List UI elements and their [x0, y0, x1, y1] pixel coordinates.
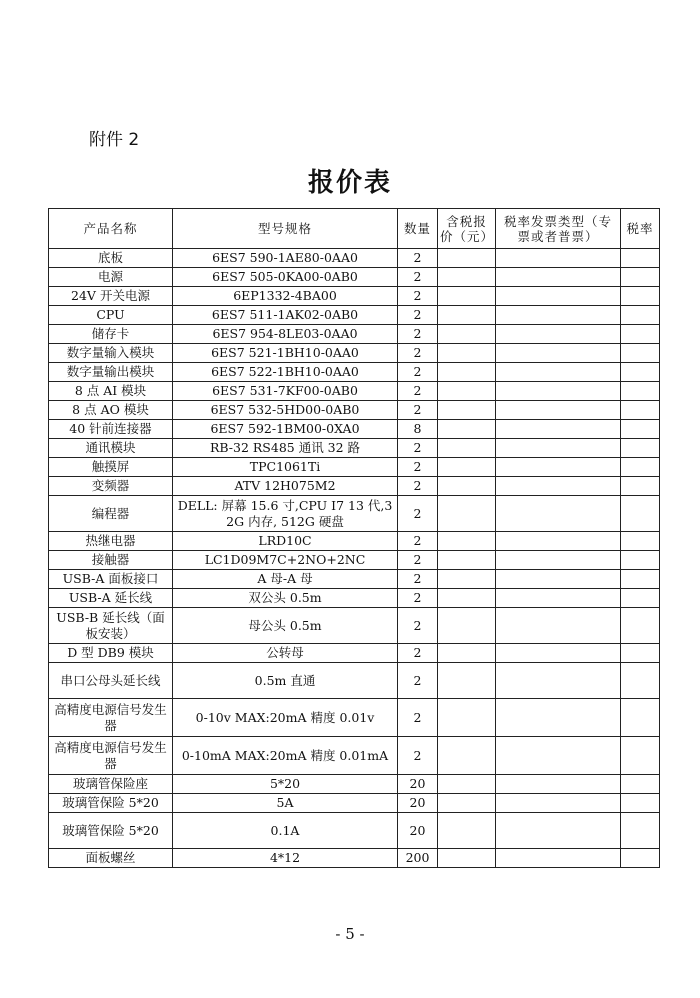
quantity-cell: 2 [398, 699, 438, 737]
invoice-type-cell [496, 249, 621, 268]
table-row [49, 570, 660, 589]
quantity-cell: 2 [398, 287, 438, 306]
model-spec-cell: LRD10C [173, 532, 398, 551]
header-tax-rate: 税率 [621, 209, 660, 249]
product-name-cell: 底板 [49, 249, 173, 268]
model-spec-cell: 5A [173, 794, 398, 813]
tax-rate-cell [621, 401, 660, 420]
tax-price-cell [438, 849, 496, 868]
tax-rate-cell [621, 849, 660, 868]
invoice-type-cell [496, 644, 621, 663]
model-spec-cell: 4*12 [173, 849, 398, 868]
table-row [49, 287, 660, 306]
tax-price-cell [438, 699, 496, 737]
tax-rate-cell [621, 249, 660, 268]
quantity-cell: 2 [398, 401, 438, 420]
invoice-type-cell [496, 532, 621, 551]
invoice-type-cell [496, 344, 621, 363]
tax-rate-cell [621, 439, 660, 458]
model-spec-cell: 0-10v MAX:20mA 精度 0.01v [173, 699, 398, 737]
product-name-cell: USB-A 面板接口 [49, 570, 173, 589]
document-title: 报价表 [307, 168, 392, 198]
table-row [49, 306, 660, 325]
model-spec-cell: 6ES7 522-1BH10-0AA0 [173, 363, 398, 382]
table-row [49, 794, 660, 813]
tax-price-cell [438, 268, 496, 287]
tax-rate-cell [621, 551, 660, 570]
product-name-cell: 储存卡 [49, 325, 173, 344]
quantity-cell: 2 [398, 551, 438, 570]
product-name-cell: 玻璃管保险 5*20 [49, 813, 173, 849]
tax-rate-cell [621, 794, 660, 813]
tax-price-cell [438, 325, 496, 344]
table-row [49, 551, 660, 570]
tax-rate-cell [621, 813, 660, 849]
invoice-type-cell [496, 737, 621, 775]
tax-price-cell [438, 439, 496, 458]
quantity-cell: 2 [398, 268, 438, 287]
tax-price-cell [438, 570, 496, 589]
table-row [49, 849, 660, 868]
tax-rate-cell [621, 570, 660, 589]
invoice-type-cell [496, 813, 621, 849]
tax-price-cell [438, 737, 496, 775]
tax-price-cell [438, 775, 496, 794]
invoice-type-cell [496, 420, 621, 439]
attachment-label: 附件 2 [89, 130, 140, 150]
tax-price-cell [438, 608, 496, 644]
table-row [49, 458, 660, 477]
tax-rate-cell [621, 306, 660, 325]
quantity-cell: 2 [398, 532, 438, 551]
quantity-cell: 2 [398, 325, 438, 344]
tax-price-cell [438, 813, 496, 849]
product-name-cell: 高精度电源信号发生器 [49, 737, 173, 775]
tax-rate-cell [621, 737, 660, 775]
product-name-cell: D 型 DB9 模块 [49, 644, 173, 663]
quantity-cell: 2 [398, 608, 438, 644]
tax-rate-cell [621, 477, 660, 496]
table-row [49, 663, 660, 699]
tax-rate-cell [621, 268, 660, 287]
table-row [49, 382, 660, 401]
header-invoice-type: 税率发票类型（专票或者普票） [496, 209, 621, 249]
invoice-type-cell [496, 401, 621, 420]
product-name-cell: 8 点 AO 模块 [49, 401, 173, 420]
invoice-type-cell [496, 382, 621, 401]
table-row [49, 268, 660, 287]
product-name-cell: 通讯模块 [49, 439, 173, 458]
invoice-type-cell [496, 363, 621, 382]
product-name-cell: USB-B 延长线（面板安装） [49, 608, 173, 644]
model-spec-cell: 双公头 0.5m [173, 589, 398, 608]
invoice-type-cell [496, 306, 621, 325]
quantity-cell: 2 [398, 306, 438, 325]
quantity-cell: 2 [398, 737, 438, 775]
quantity-cell: 2 [398, 477, 438, 496]
tax-price-cell [438, 532, 496, 551]
model-spec-cell: RB-32 RS485 通讯 32 路 [173, 439, 398, 458]
tax-price-cell [438, 401, 496, 420]
tax-price-cell [438, 382, 496, 401]
product-name-cell: 面板螺丝 [49, 849, 173, 868]
invoice-type-cell [496, 458, 621, 477]
model-spec-cell: 6ES7 532-5HD00-0AB0 [173, 401, 398, 420]
model-spec-cell: DELL: 屏幕 15.6 寸,CPU I7 13 代,32G 内存, 512G 硬盘 [173, 496, 398, 532]
model-spec-cell: 6EP1332-4BA00 [173, 287, 398, 306]
tax-price-cell [438, 589, 496, 608]
tax-rate-cell [621, 608, 660, 644]
quantity-cell: 2 [398, 382, 438, 401]
invoice-type-cell [496, 775, 621, 794]
invoice-type-cell [496, 794, 621, 813]
model-spec-cell: 公转母 [173, 644, 398, 663]
table-row [49, 420, 660, 439]
header-model-spec: 型号规格 [173, 209, 398, 249]
table-row [49, 589, 660, 608]
tax-rate-cell [621, 532, 660, 551]
model-spec-cell: 0-10mA MAX:20mA 精度 0.01mA [173, 737, 398, 775]
tax-price-cell [438, 420, 496, 439]
table-row [49, 608, 660, 644]
tax-rate-cell [621, 382, 660, 401]
tax-price-cell [438, 644, 496, 663]
model-spec-cell: 6ES7 954-8LE03-0AA0 [173, 325, 398, 344]
quantity-cell: 20 [398, 775, 438, 794]
quantity-cell: 2 [398, 363, 438, 382]
tax-price-cell [438, 663, 496, 699]
invoice-type-cell [496, 699, 621, 737]
model-spec-cell: 5*20 [173, 775, 398, 794]
model-spec-cell: ATV 12H075M2 [173, 477, 398, 496]
product-name-cell: USB-A 延长线 [49, 589, 173, 608]
model-spec-cell: 6ES7 505-0KA00-0AB0 [173, 268, 398, 287]
quantity-cell: 200 [398, 849, 438, 868]
tax-rate-cell [621, 663, 660, 699]
quote-table [48, 208, 660, 868]
quantity-cell: 2 [398, 249, 438, 268]
invoice-type-cell [496, 663, 621, 699]
table-row [49, 477, 660, 496]
table-row [49, 813, 660, 849]
header-tax-price: 含税报价（元） [438, 209, 496, 249]
quantity-cell: 2 [398, 344, 438, 363]
tax-price-cell [438, 287, 496, 306]
quantity-cell: 2 [398, 644, 438, 663]
product-name-cell: 玻璃管保险 5*20 [49, 794, 173, 813]
invoice-type-cell [496, 325, 621, 344]
invoice-type-cell [496, 589, 621, 608]
quantity-cell: 2 [398, 496, 438, 532]
tax-price-cell [438, 794, 496, 813]
table-row [49, 325, 660, 344]
product-name-cell: CPU [49, 306, 173, 325]
product-name-cell: 40 针前连接器 [49, 420, 173, 439]
tax-rate-cell [621, 420, 660, 439]
model-spec-cell: 6ES7 521-1BH10-0AA0 [173, 344, 398, 363]
product-name-cell: 变频器 [49, 477, 173, 496]
model-spec-cell: 母公头 0.5m [173, 608, 398, 644]
tax-rate-cell [621, 589, 660, 608]
invoice-type-cell [496, 439, 621, 458]
tax-rate-cell [621, 458, 660, 477]
tax-price-cell [438, 344, 496, 363]
model-spec-cell: 6ES7 511-1AK02-0AB0 [173, 306, 398, 325]
product-name-cell: 接触器 [49, 551, 173, 570]
model-spec-cell: A 母-A 母 [173, 570, 398, 589]
table-row [49, 439, 660, 458]
table-row [49, 496, 660, 532]
invoice-type-cell [496, 570, 621, 589]
product-name-cell: 热继电器 [49, 532, 173, 551]
quantity-cell: 8 [398, 420, 438, 439]
invoice-type-cell [496, 287, 621, 306]
quantity-cell: 2 [398, 589, 438, 608]
quantity-cell: 2 [398, 570, 438, 589]
product-name-cell: 编程器 [49, 496, 173, 532]
tax-rate-cell [621, 775, 660, 794]
table-row [49, 775, 660, 794]
product-name-cell: 高精度电源信号发生器 [49, 699, 173, 737]
tax-price-cell [438, 458, 496, 477]
header-quantity: 数量 [398, 209, 438, 249]
product-name-cell: 24V 开关电源 [49, 287, 173, 306]
tax-rate-cell [621, 344, 660, 363]
quantity-cell: 20 [398, 794, 438, 813]
product-name-cell: 数字量输出模块 [49, 363, 173, 382]
product-name-cell: 电源 [49, 268, 173, 287]
model-spec-cell: 6ES7 592-1BM00-0XA0 [173, 420, 398, 439]
quantity-cell: 2 [398, 458, 438, 477]
tax-rate-cell [621, 699, 660, 737]
table-header-row [49, 209, 660, 249]
tax-rate-cell [621, 325, 660, 344]
model-spec-cell: 6ES7 590-1AE80-0AA0 [173, 249, 398, 268]
product-name-cell: 数字量输入模块 [49, 344, 173, 363]
table-row [49, 644, 660, 663]
header-product-name: 产品名称 [49, 209, 173, 249]
tax-rate-cell [621, 287, 660, 306]
product-name-cell: 串口公母头延长线 [49, 663, 173, 699]
tax-price-cell [438, 551, 496, 570]
model-spec-cell: 0.1A [173, 813, 398, 849]
page-number: - 5 - [335, 925, 365, 943]
tax-rate-cell [621, 363, 660, 382]
quote-table-body [49, 249, 660, 868]
product-name-cell: 8 点 AI 模块 [49, 382, 173, 401]
invoice-type-cell [496, 268, 621, 287]
invoice-type-cell [496, 496, 621, 532]
product-name-cell: 玻璃管保险座 [49, 775, 173, 794]
table-row [49, 344, 660, 363]
quantity-cell: 2 [398, 663, 438, 699]
tax-rate-cell [621, 644, 660, 663]
quantity-cell: 2 [398, 439, 438, 458]
quantity-cell: 20 [398, 813, 438, 849]
model-spec-cell: 6ES7 531-7KF00-0AB0 [173, 382, 398, 401]
table-row [49, 363, 660, 382]
table-row [49, 532, 660, 551]
tax-price-cell [438, 306, 496, 325]
tax-price-cell [438, 363, 496, 382]
tax-price-cell [438, 249, 496, 268]
invoice-type-cell [496, 551, 621, 570]
invoice-type-cell [496, 477, 621, 496]
invoice-type-cell [496, 608, 621, 644]
model-spec-cell: 0.5m 直通 [173, 663, 398, 699]
tax-rate-cell [621, 496, 660, 532]
table-row [49, 401, 660, 420]
product-name-cell: 触摸屏 [49, 458, 173, 477]
table-row [49, 737, 660, 775]
table-row [49, 249, 660, 268]
tax-price-cell [438, 496, 496, 532]
model-spec-cell: TPC1061Ti [173, 458, 398, 477]
model-spec-cell: LC1D09M7C+2NO+2NC [173, 551, 398, 570]
tax-price-cell [438, 477, 496, 496]
invoice-type-cell [496, 849, 621, 868]
table-row [49, 699, 660, 737]
